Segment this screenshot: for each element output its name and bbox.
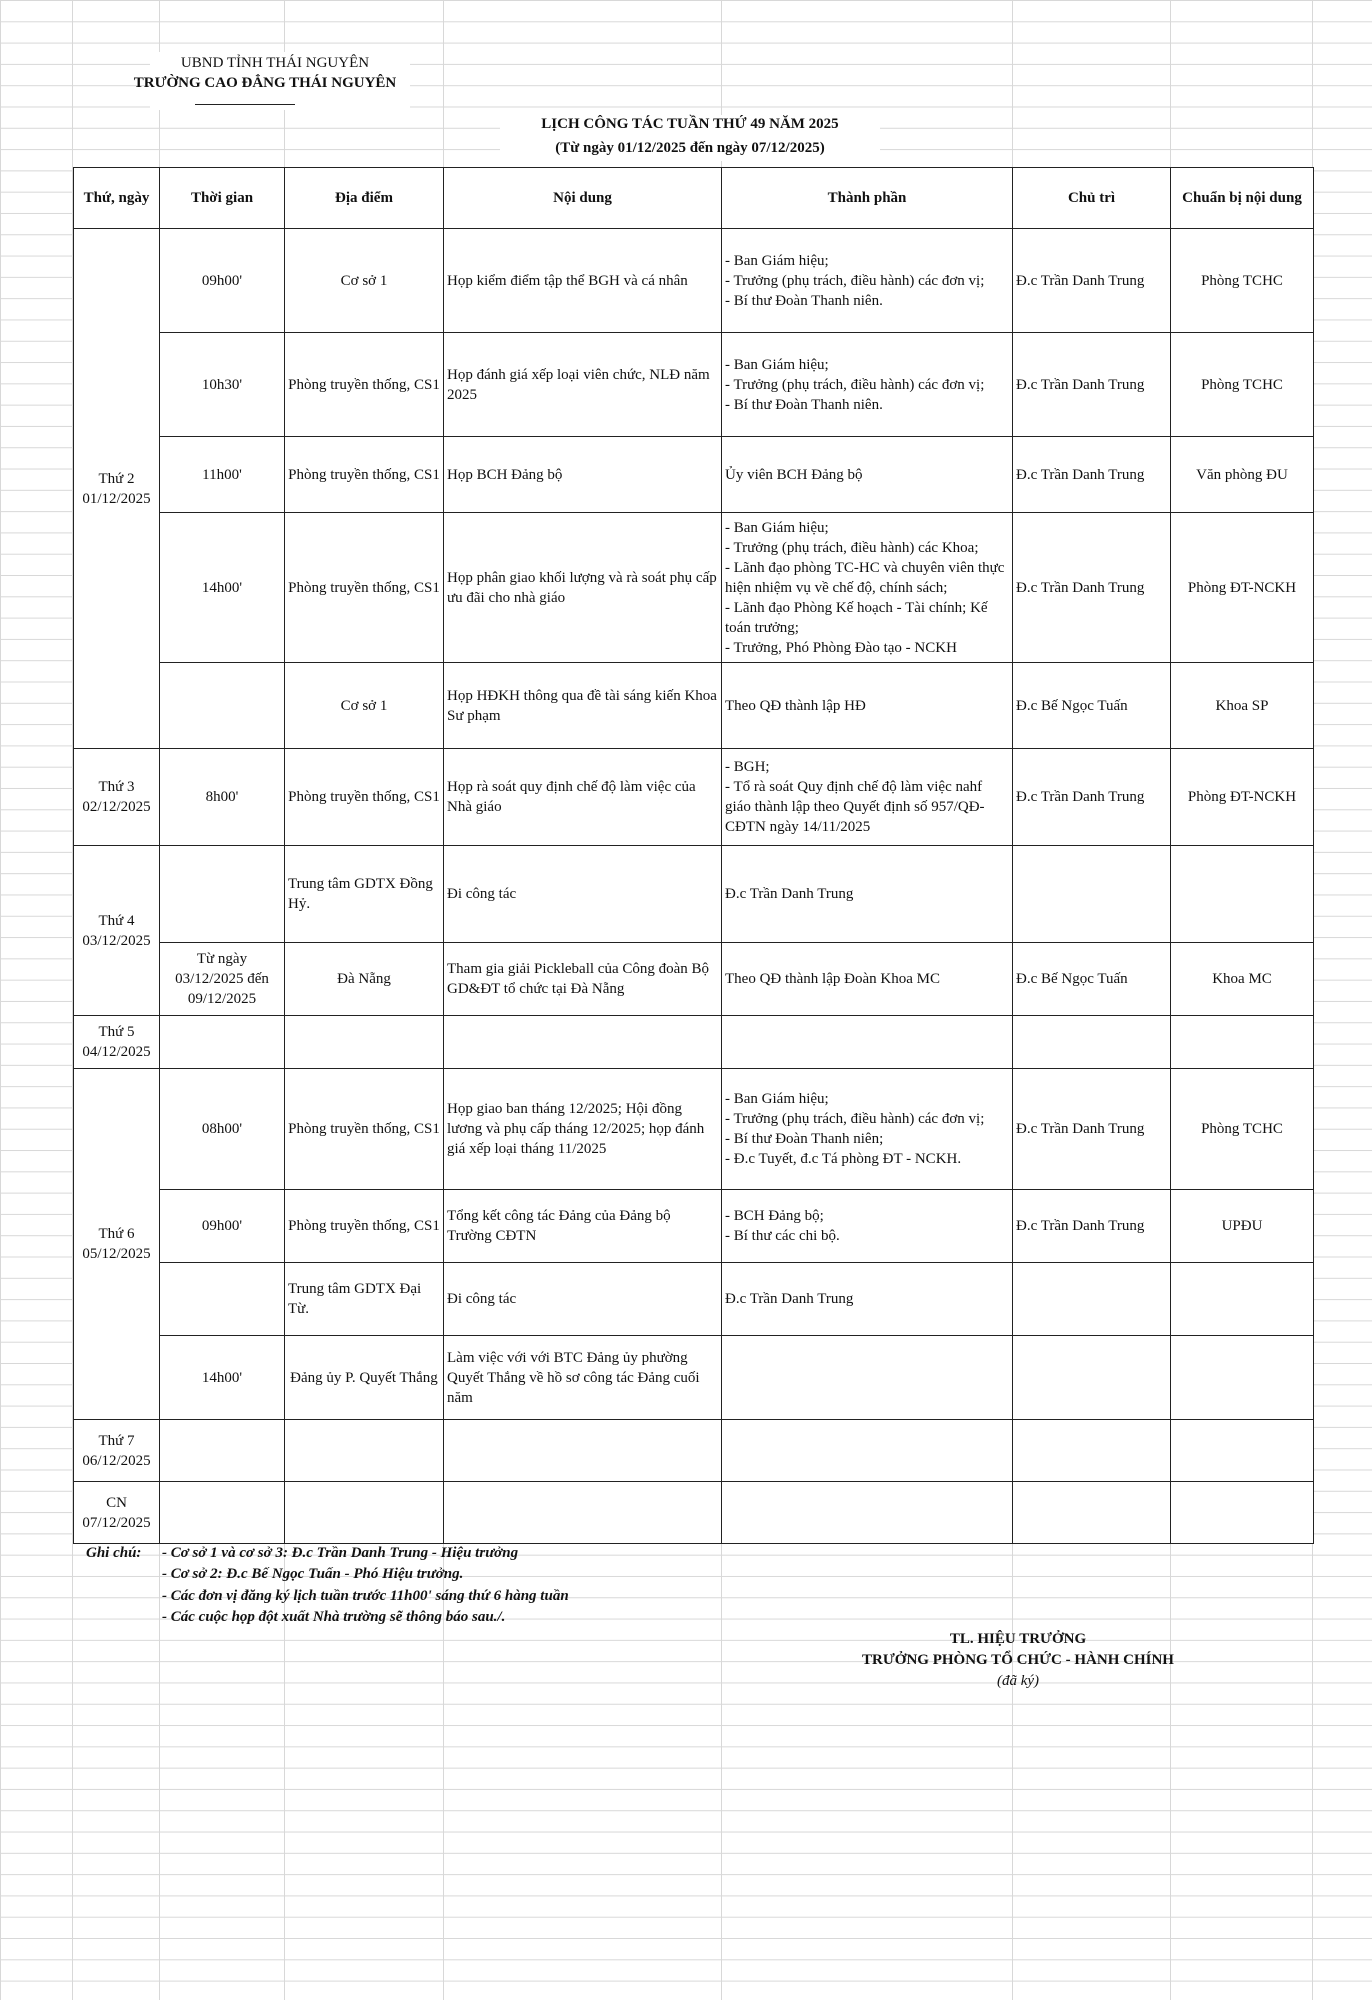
table-row (74, 1482, 1314, 1544)
place-cell: Phòng truyền thống, CS1 (285, 1069, 444, 1190)
table-row (74, 846, 1314, 943)
time-cell: 09h00' (160, 1190, 285, 1263)
content-cell: Họp đánh giá xếp loại viên chức, NLĐ năm 2025 (444, 333, 722, 437)
notes-label: Ghi chú: (86, 1545, 142, 1561)
col-header-place: Địa điểm (285, 168, 444, 229)
content-cell: Họp BCH Đảng bộ (444, 437, 722, 513)
table-row (74, 229, 1314, 333)
table-row (74, 333, 1314, 437)
members-cell: - BGH; - Tổ rà soát Quy định chế độ làm việc nahf giáo thành lập theo Quyết định số 957/QĐ-CĐTN ngày 14/11/2025 (722, 749, 1013, 846)
time-cell (160, 663, 285, 749)
place-cell (285, 1016, 444, 1069)
place-cell: Cơ sở 1 (285, 229, 444, 333)
time-cell: 14h00' (160, 513, 285, 663)
school-name: TRƯỜNG CAO ĐẲNG THÁI NGUYÊN (133, 75, 397, 91)
signature-signed: (đã ký) (996, 1673, 1040, 1689)
time-cell: 11h00' (160, 437, 285, 513)
chair-cell: Đ.c Trần Danh Trung (1013, 229, 1171, 333)
prep-cell: Khoa SP (1171, 663, 1314, 749)
table-row (74, 1263, 1314, 1336)
chair-cell: Đ.c Bế Ngọc Tuấn (1013, 663, 1171, 749)
col-header-content: Nội dung (444, 168, 722, 229)
col-header-time: Thời gian (160, 168, 285, 229)
place-cell: Đà Nẵng (285, 943, 444, 1016)
schedule-table (73, 167, 1314, 1544)
place-cell: Trung tâm GDTX Đồng Hỷ. (285, 846, 444, 943)
prep-cell (1171, 1482, 1314, 1544)
content-cell: Họp giao ban tháng 12/2025; Hội đồng lương và phụ cấp tháng 12/2025; họp đánh giá xếp loại tháng 11/2025 (444, 1069, 722, 1190)
day-cell: Thứ 5 04/12/2025 (74, 1016, 160, 1069)
col-header-prep: Chuẩn bị nội dung (1171, 168, 1314, 229)
table-header-row (74, 168, 1314, 229)
place-cell: Phòng truyền thống, CS1 (285, 333, 444, 437)
chair-cell: Đ.c Bế Ngọc Tuấn (1013, 943, 1171, 1016)
chair-cell (1013, 1016, 1171, 1069)
table-row (74, 1190, 1314, 1263)
place-cell: Cơ sở 1 (285, 663, 444, 749)
content-cell: Đi công tác (444, 846, 722, 943)
place-cell: Phòng truyền thống, CS1 (285, 1190, 444, 1263)
content-cell: Họp kiểm điểm tập thể BGH và cá nhân (444, 229, 722, 333)
table-row (74, 513, 1314, 663)
table-row (74, 1420, 1314, 1482)
note-item: - Các đơn vị đăng ký lịch tuần trước 11h00' sáng thứ 6 hàng tuần (162, 1588, 569, 1604)
prep-cell (1171, 846, 1314, 943)
members-cell: - Ban Giám hiệu; - Trưởng (phụ trách, điều hành) các đơn vị; - Bí thư Đoàn Thanh niên. (722, 333, 1013, 437)
chair-cell (1013, 1263, 1171, 1336)
prep-cell: Phòng TCHC (1171, 333, 1314, 437)
chair-cell: Đ.c Trần Danh Trung (1013, 1190, 1171, 1263)
content-cell: Họp rà soát quy định chế độ làm việc của Nhà giáo (444, 749, 722, 846)
org-name: UBND TỈNH THÁI NGUYÊN (180, 55, 370, 71)
members-cell: - Ban Giám hiệu; - Trưởng (phụ trách, điều hành) các Khoa; - Lãnh đạo phòng TC-HC và chuyên viên thực hiện nhiệm vụ về chế độ, chính sách; - Lãnh đạo Phòng Kế hoạch - Tài chính; Kế toán trưởng; - Trưởng, Phó Phòng Đào tạo - NCKH (722, 513, 1013, 663)
prep-cell: Phòng TCHC (1171, 229, 1314, 333)
content-cell: Làm việc với với BTC Đảng ủy phường Quyết Thắng về hồ sơ công tác Đảng cuối năm (444, 1336, 722, 1420)
day-cell: Thứ 2 01/12/2025 (74, 229, 160, 749)
col-header-members: Thành phần (722, 168, 1013, 229)
content-cell: Tham gia giải Pickleball của Công đoàn Bộ GD&ĐT tổ chức tại Đà Nẵng (444, 943, 722, 1016)
members-cell: Theo QĐ thành lập Đoàn Khoa MC (722, 943, 1013, 1016)
col-header-day: Thứ, ngày (74, 168, 160, 229)
note-item: - Cơ sở 1 và cơ sở 3: Đ.c Trần Danh Trung - Hiệu trưởng (162, 1545, 519, 1561)
members-cell (722, 1016, 1013, 1069)
chair-cell: Đ.c Trần Danh Trung (1013, 1069, 1171, 1190)
time-cell (160, 846, 285, 943)
col-header-chair: Chủ trì (1013, 168, 1171, 229)
prep-cell: UPĐU (1171, 1190, 1314, 1263)
members-cell (722, 1420, 1013, 1482)
place-cell: Đảng ủy P. Quyết Thắng (285, 1336, 444, 1420)
prep-cell (1171, 1336, 1314, 1420)
table-row (74, 943, 1314, 1016)
table-row (74, 749, 1314, 846)
members-cell: - Ban Giám hiệu; - Trưởng (phụ trách, điều hành) các đơn vị; - Bí thư Đoàn Thanh niên; - Đ.c Tuyết, đ.c Tá phòng ĐT - NCKH. (722, 1069, 1013, 1190)
chair-cell (1013, 1420, 1171, 1482)
members-cell (722, 1482, 1013, 1544)
prep-cell: Phòng ĐT-NCKH (1171, 749, 1314, 846)
time-cell (160, 1263, 285, 1336)
content-cell: Họp HĐKH thông qua đề tài sáng kiến Khoa Sư phạm (444, 663, 722, 749)
signature-position: TRƯỞNG PHÒNG TỔ CHỨC - HÀNH CHÍNH (862, 1652, 1174, 1668)
day-cell: Thứ 4 03/12/2025 (74, 846, 160, 1016)
chair-cell: Đ.c Trần Danh Trung (1013, 749, 1171, 846)
table-row (74, 1336, 1314, 1420)
header-underline (195, 104, 295, 105)
place-cell: Phòng truyền thống, CS1 (285, 513, 444, 663)
day-cell: Thứ 3 02/12/2025 (74, 749, 160, 846)
day-cell: CN 07/12/2025 (74, 1482, 160, 1544)
day-cell: Thứ 6 05/12/2025 (74, 1069, 160, 1420)
time-cell: 8h00' (160, 749, 285, 846)
place-cell (285, 1482, 444, 1544)
members-cell: Theo QĐ thành lập HĐ (722, 663, 1013, 749)
chair-cell: Đ.c Trần Danh Trung (1013, 333, 1171, 437)
members-cell: Đ.c Trần Danh Trung (722, 846, 1013, 943)
time-cell: 10h30' (160, 333, 285, 437)
page-title: LỊCH CÔNG TÁC TUẦN THỨ 49 NĂM 2025 (541, 116, 839, 132)
members-cell: Đ.c Trần Danh Trung (722, 1263, 1013, 1336)
members-cell (722, 1336, 1013, 1420)
chair-cell (1013, 846, 1171, 943)
content-cell: Đi công tác (444, 1263, 722, 1336)
place-cell: Phòng truyền thống, CS1 (285, 749, 444, 846)
time-cell (160, 1016, 285, 1069)
members-cell: - BCH Đảng bộ; - Bí thư các chi bộ. (722, 1190, 1013, 1263)
members-cell: Ủy viên BCH Đảng bộ (722, 437, 1013, 513)
content-cell: Tổng kết công tác Đảng của Đảng bộ Trường CĐTN (444, 1190, 722, 1263)
table-row (74, 1016, 1314, 1069)
note-item: - Các cuộc họp đột xuất Nhà trường sẽ thông báo sau./. (162, 1609, 506, 1625)
prep-cell: Văn phòng ĐU (1171, 437, 1314, 513)
content-cell: Họp phân giao khối lượng và rà soát phụ cấp ưu đãi cho nhà giáo (444, 513, 722, 663)
place-cell (285, 1420, 444, 1482)
note-item: - Cơ sở 2: Đ.c Bế Ngọc Tuấn - Phó Hiệu trưởng. (162, 1566, 464, 1582)
prep-cell: Phòng TCHC (1171, 1069, 1314, 1190)
time-cell (160, 1420, 285, 1482)
time-cell (160, 1482, 285, 1544)
chair-cell: Đ.c Trần Danh Trung (1013, 437, 1171, 513)
prep-cell (1171, 1263, 1314, 1336)
time-cell: 09h00' (160, 229, 285, 333)
prep-cell (1171, 1420, 1314, 1482)
members-cell: - Ban Giám hiệu; - Trưởng (phụ trách, điều hành) các đơn vị; - Bí thư Đoàn Thanh niên. (722, 229, 1013, 333)
time-cell: Từ ngày 03/12/2025 đến 09/12/2025 (160, 943, 285, 1016)
page-subtitle: (Từ ngày 01/12/2025 đến ngày 07/12/2025) (555, 140, 825, 156)
table-row (74, 663, 1314, 749)
table-row (74, 437, 1314, 513)
day-cell: Thứ 7 06/12/2025 (74, 1420, 160, 1482)
content-cell (444, 1420, 722, 1482)
time-cell: 08h00' (160, 1069, 285, 1190)
place-cell: Trung tâm GDTX Đại Từ. (285, 1263, 444, 1336)
time-cell: 14h00' (160, 1336, 285, 1420)
content-cell (444, 1016, 722, 1069)
prep-cell (1171, 1016, 1314, 1069)
prep-cell: Phòng ĐT-NCKH (1171, 513, 1314, 663)
chair-cell: Đ.c Trần Danh Trung (1013, 513, 1171, 663)
place-cell: Phòng truyền thống, CS1 (285, 437, 444, 513)
table-row (74, 1069, 1314, 1190)
chair-cell (1013, 1482, 1171, 1544)
chair-cell (1013, 1336, 1171, 1420)
prep-cell: Khoa MC (1171, 943, 1314, 1016)
signature-title: TL. HIỆU TRƯỞNG (949, 1631, 1087, 1647)
content-cell (444, 1482, 722, 1544)
